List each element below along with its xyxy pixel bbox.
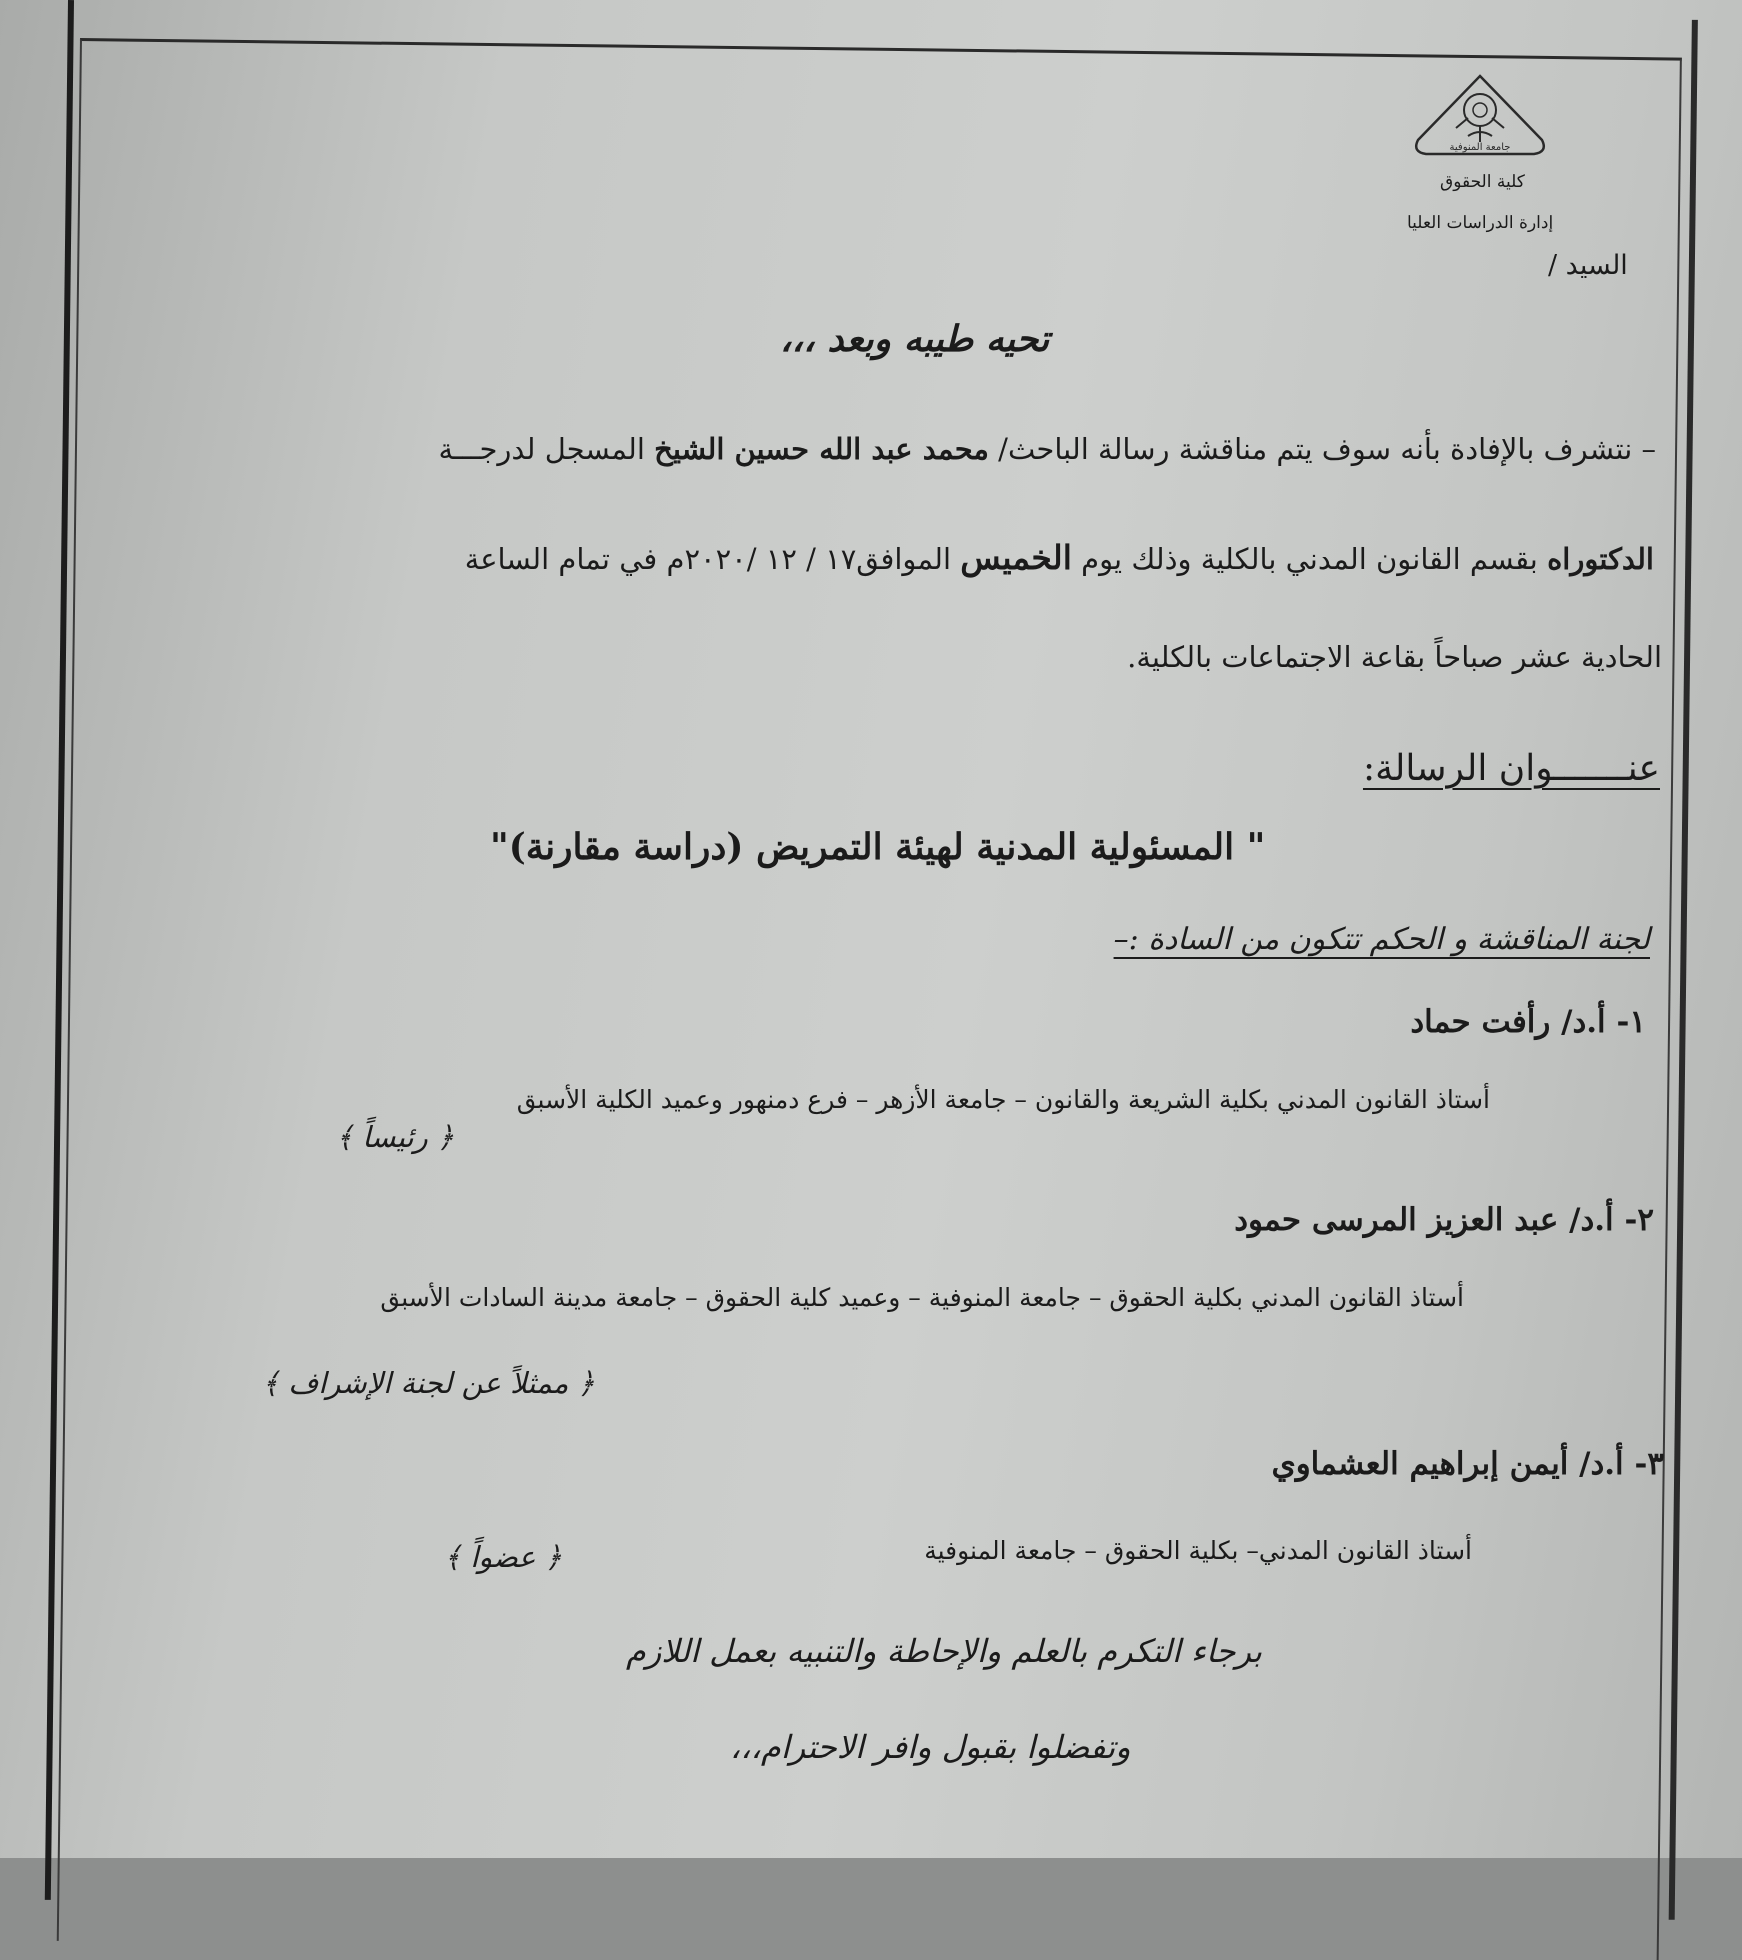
body-line-1 — [438, 432, 1656, 466]
member-3-description: أستاذ القانون المدني– بكلية الحقوق – جامعة المنوفية — [924, 1536, 1472, 1565]
committee-heading: لجنة المناقشة و الحكم تتكون من السادة :– — [1113, 922, 1650, 957]
body-line-2 — [465, 538, 1654, 577]
line1-suffix: المسجل لدرجـــة — [438, 432, 645, 466]
closing-line-1: برجاء التكرم بالعلم والإحاطة والتنبيه بعمل اللازم — [626, 1632, 1263, 1670]
closing-line-2: وتفضلوا بقبول وافر الاحترام،،، — [730, 1728, 1131, 1766]
thesis-heading: عنـــــــوان الرسالة: — [1362, 748, 1660, 789]
line2-part-b: الموافق١٧ / ١٢ /٢٠٢٠م في تمام الساعة — [464, 542, 952, 576]
member-2-name: أ.د/ عبد العزيز المرسى حمود — [1234, 1202, 1614, 1238]
svg-text:جامعة المنوفية: جامعة المنوفية — [1449, 142, 1511, 153]
greeting: تحيه طيبه وبعد ،،، — [780, 318, 1050, 360]
department-name: إدارة الدراسات العليا — [1407, 213, 1554, 233]
university-logo — [1408, 70, 1552, 170]
degree: الدكتوراه — [1547, 542, 1654, 576]
line2-part-a: بقسم القانون المدني بالكلية وذلك يوم — [1081, 542, 1538, 576]
member-2-number: ٢- — [1624, 1202, 1654, 1238]
faculty-name: كلية الحقوق — [1440, 172, 1525, 192]
member-3-name: أ.د/ أيمن إبراهيم العشماوي — [1271, 1446, 1624, 1482]
member-1-role: ﴿ رئيساً ﴾ — [336, 1120, 454, 1154]
member-3-number: ٣- — [1634, 1446, 1664, 1482]
body-line-3: الحادية عشر صباحاً بقاعة الاجتماعات بالكلية. — [1127, 640, 1662, 674]
researcher-name: محمد عبد الله حسين الشيخ — [654, 432, 989, 466]
member-1-number: ١- — [1616, 1004, 1646, 1040]
member-2-name-line — [1234, 1202, 1654, 1238]
member-2-description: أستاذ القانون المدني بكلية الحقوق – جامعة المنوفية – وعميد كلية الحقوق – جامعة مدينة السادات الأسبق — [380, 1283, 1464, 1312]
member-2-role: ﴿ ممثلاً عن لجنة الإشراف ﴾ — [262, 1366, 595, 1400]
salutation: السيد / — [1548, 250, 1628, 281]
member-3-name-line — [1271, 1446, 1664, 1482]
member-3-role: ﴿ عضواً ﴾ — [444, 1540, 562, 1574]
member-1-name-line — [1410, 1004, 1646, 1040]
thesis-title: " المسئولية المدنية لهيئة التمريض (دراسة مقارنة)" — [490, 826, 1266, 868]
member-1-description: أستاذ القانون المدني بكلية الشريعة والقانون – جامعة الأزهر – فرع دمنهور وعميد الكلية الأسبق — [516, 1085, 1490, 1114]
line1-prefix: – نتشرف بالإفادة بأنه سوف يتم مناقشة رسالة الباحث/ — [998, 432, 1656, 466]
day-of-week: الخميس — [960, 538, 1072, 577]
member-1-name: أ.د/ رأفت حماد — [1410, 1004, 1606, 1040]
university-logo-icon — [1408, 70, 1552, 170]
